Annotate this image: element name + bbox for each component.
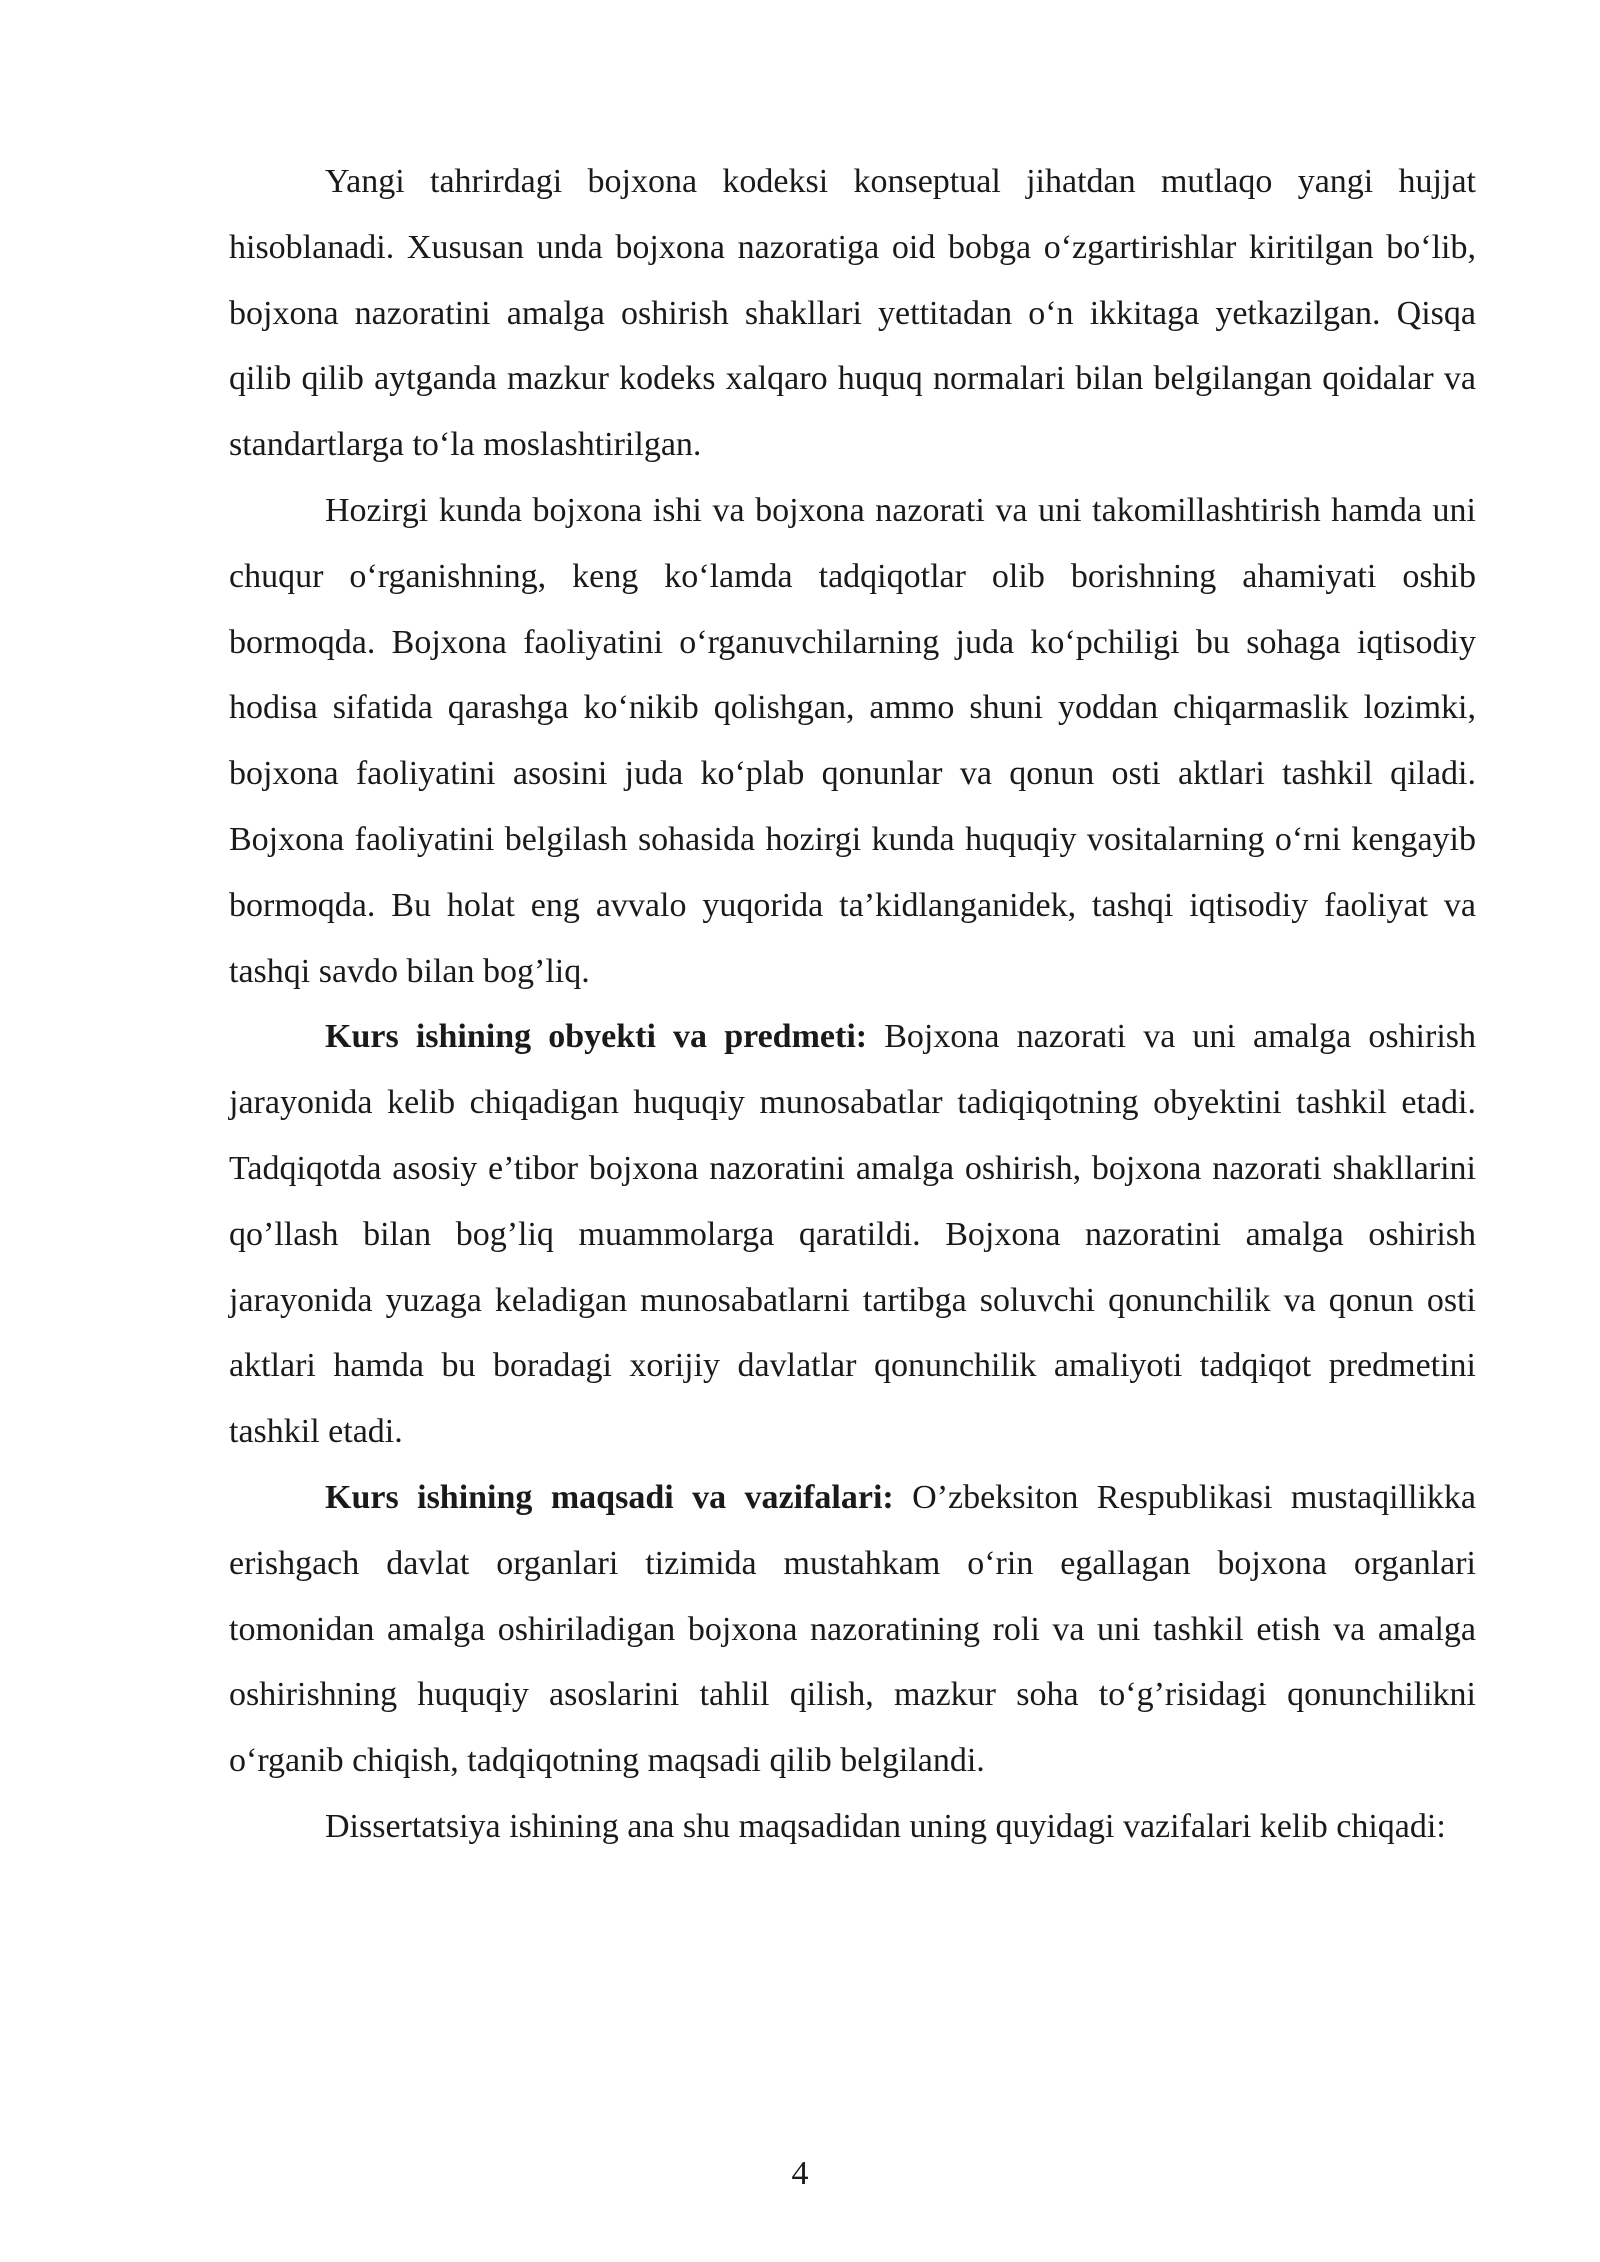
paragraph-goals-tasks bbox=[229, 1465, 1476, 1794]
paragraph-relevance-text: Hozirgi kunda bojxona ishi va bojxona nazorati va uni takomillashtirish hamda uni chuqur o‘rganishning, keng ko‘lamda tadqiqotlar olib borishning ahamiyati oshib bormoqda. Bojxona faoliyatini o‘rganuvchilarning juda ko‘pchiligi bu sohaga iqtisodiy hodisa sifatida qarashga ko‘nikib qolishgan, ammo shuni yoddan chiqarmaslik lozimki, bojxona faoliyatini asosini juda ko‘plab qonunlar va qonun osti aktlari tashkil qiladi. Bojxona faoliyatini belgilash sohasida hozirgi kunda huquqiy vositalarning o‘rni kengayib bormoqda. Bu holat eng avvalo yuqorida ta’kidlanganidek, tashqi iqtisodiy faoliyat va tashqi savdo bilan bog’liq. bbox=[229, 491, 1476, 990]
paragraph-dissertation-tasks-text: Dissertatsiya ishining ana shu maqsadidan uning quyidagi vazifalari kelib chiqadi: bbox=[325, 1807, 1446, 1845]
paragraph-object-subject-text: Bojxona nazorati va uni amalga oshirish jarayonida kelib chiqadigan huquqiy munosabatlar tadiqiqotning obyektini tashkil etadi. Tadqiqotda asosiy e’tibor bojxona nazoratini amalga oshirish, bojxona nazorati shakllarini qo’llash bilan bog’liq muammolarga qaratildi. Bojxona nazoratini amalga oshirish jarayonida yuzaga keladigan munosabatlarni tartibga soluvchi qonunchilik va qonun osti aktlari hamda bu boradagi xorijiy davlatlar qonunchilik amaliyoti tadqiqot predmetini tashkil etadi. bbox=[229, 1018, 1476, 1451]
paragraph-intro bbox=[229, 149, 1476, 478]
object-subject-heading: Kurs ishining obyekti va predmeti: bbox=[325, 1018, 868, 1056]
paragraph-relevance bbox=[229, 478, 1476, 1004]
document-body bbox=[229, 149, 1476, 1860]
goals-tasks-heading: Kurs ishining maqsadi va vazifalari: bbox=[325, 1478, 894, 1516]
page-number: 4 bbox=[791, 2155, 809, 2192]
paragraph-dissertation-tasks bbox=[229, 1794, 1476, 1860]
paragraph-goals-tasks-text: O’zbeksiton Respublikasi mustaqillikka erishgach davlat organlari tizimida mustahkam o‘rin egallagan bojxona organlari tomonidan amalga oshiriladigan bojxona nazoratining roli va uni tashkil etish va amalga oshirishning huquqiy asoslarini tahlil qilish, mazkur soha to‘g’risidagi qonunchilikni o‘rganib chiqish, tadqiqotning maqsadi qilib belgilandi. bbox=[229, 1478, 1476, 1780]
paragraph-intro-text: Yangi tahrirdagi bojxona kodeksi konseptual jihatdan mutlaqo yangi hujjat hisoblanadi. Xususan unda bojxona nazoratiga oid bobga o‘zgartirishlar kiritilgan bo‘lib, bojxona nazoratini amalga oshirish shakllari yettitadan o‘n ikkitaga yetkazilgan. Qisqa qilib qilib aytganda mazkur kodeks xalqaro huquq normalari bilan belgilangan qoidalar va standartlarga to‘la moslashtirilgan. bbox=[229, 163, 1476, 464]
paragraph-object-subject bbox=[229, 1004, 1476, 1465]
